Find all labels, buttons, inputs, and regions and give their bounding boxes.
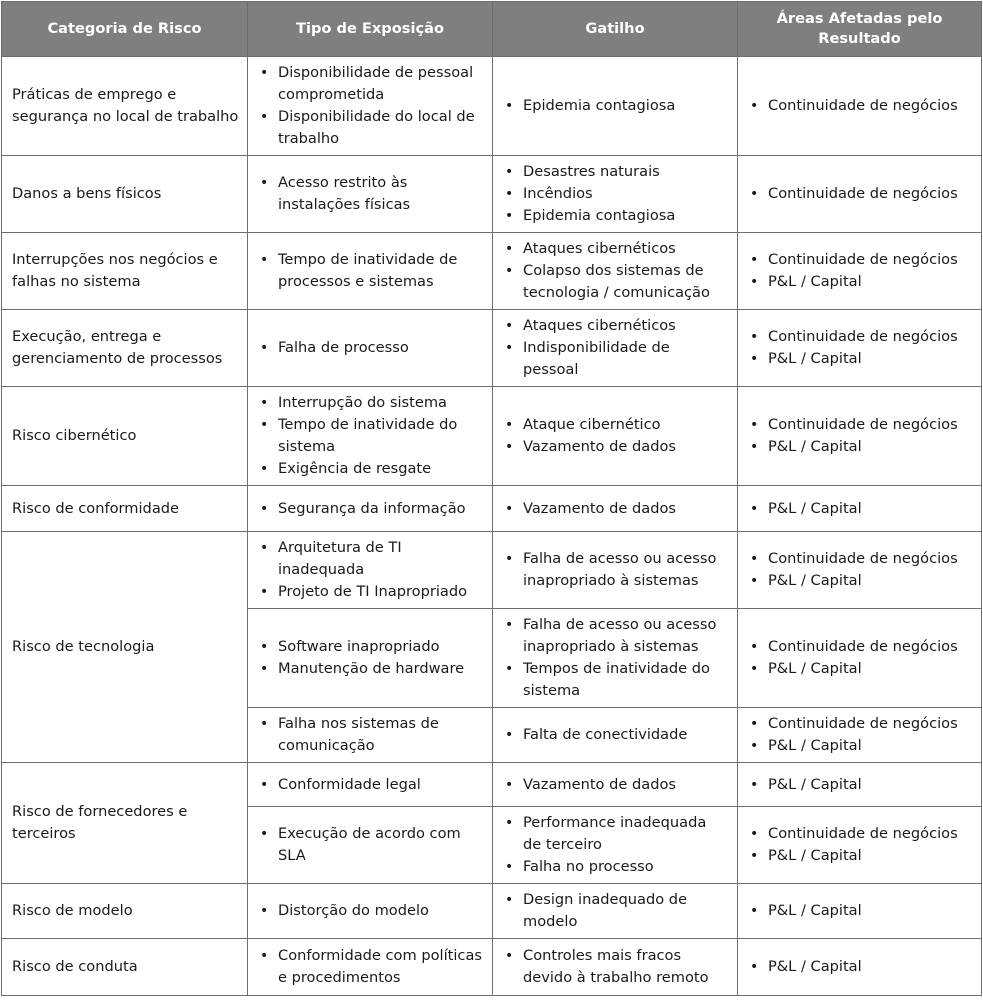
- exposure-item: • Tempo de inatividade de processos e sistemas: [258, 249, 484, 293]
- area-item: • P&L / Capital: [748, 271, 973, 293]
- table-row: [2, 532, 982, 609]
- trigger-cell: [493, 310, 738, 387]
- exposure-cell: [248, 486, 493, 532]
- areas-cell: [738, 763, 982, 807]
- trigger-cell: [493, 807, 738, 884]
- trigger-item: • Falha no processo: [503, 856, 729, 878]
- exposure-cell: [248, 156, 493, 233]
- area-item: • P&L / Capital: [748, 845, 973, 867]
- category-cell: Risco de conduta: [2, 939, 248, 996]
- exposure-cell: [248, 708, 493, 763]
- trigger-cell: [493, 233, 738, 310]
- area-item: • Continuidade de negócios: [748, 636, 973, 658]
- exposure-item: • Tempo de inatividade do sistema: [258, 414, 484, 458]
- table-row: [2, 763, 982, 807]
- area-item: • P&L / Capital: [748, 658, 973, 680]
- area-item: • P&L / Capital: [748, 900, 973, 922]
- area-item: • Continuidade de negócios: [748, 548, 973, 570]
- table-row: [2, 939, 982, 996]
- category-cell: Danos a bens físicos: [2, 156, 248, 233]
- trigger-cell: [493, 609, 738, 708]
- category-cell: Execução, entrega e gerenciamento de processos: [2, 310, 248, 387]
- trigger-item: • Design inadequado de modelo: [503, 889, 729, 933]
- exposure-item: • Software inapropriado: [258, 636, 484, 658]
- trigger-item: • Falha de acesso ou acesso inapropriado à sistemas: [503, 614, 729, 658]
- areas-cell: [738, 57, 982, 156]
- areas-cell: [738, 609, 982, 708]
- areas-cell: [738, 486, 982, 532]
- trigger-cell: [493, 708, 738, 763]
- area-item: • P&L / Capital: [748, 774, 973, 796]
- area-item: • Continuidade de negócios: [748, 414, 973, 436]
- exposure-cell: [248, 763, 493, 807]
- table-row: [2, 486, 982, 532]
- exposure-item: • Acesso restrito às instalações físicas: [258, 172, 484, 216]
- exposure-item: • Exigência de resgate: [258, 458, 484, 480]
- area-item: • Continuidade de negócios: [748, 183, 973, 205]
- exposure-cell: [248, 609, 493, 708]
- area-item: • P&L / Capital: [748, 436, 973, 458]
- exposure-item: • Conformidade legal: [258, 774, 484, 796]
- category-cell: Risco de tecnologia: [2, 532, 248, 763]
- header-areas: Áreas Afetadas pelo Resultado: [738, 2, 982, 57]
- areas-cell: [738, 532, 982, 609]
- exposure-item: • Disponibilidade do local de trabalho: [258, 106, 484, 150]
- areas-cell: [738, 708, 982, 763]
- trigger-item: • Ataques cibernéticos: [503, 238, 729, 260]
- trigger-item: • Controles mais fracos devido à trabalho remoto: [503, 945, 729, 989]
- table-row: [2, 233, 982, 310]
- area-item: • P&L / Capital: [748, 735, 973, 757]
- area-item: • P&L / Capital: [748, 348, 973, 370]
- areas-cell: [738, 233, 982, 310]
- area-item: • Continuidade de negócios: [748, 326, 973, 348]
- exposure-item: • Manutenção de hardware: [258, 658, 484, 680]
- trigger-item: • Vazamento de dados: [503, 498, 729, 520]
- area-item: • P&L / Capital: [748, 498, 973, 520]
- trigger-item: • Tempos de inatividade do sistema: [503, 658, 729, 702]
- exposure-item: • Arquitetura de TI inadequada: [258, 537, 484, 581]
- exposure-cell: [248, 807, 493, 884]
- header-trigger: Gatilho: [493, 2, 738, 57]
- exposure-item: • Disponibilidade de pessoal comprometida: [258, 62, 484, 106]
- area-item: • P&L / Capital: [748, 956, 973, 978]
- exposure-cell: [248, 939, 493, 996]
- trigger-item: • Incêndios: [503, 183, 729, 205]
- table-row: [2, 884, 982, 939]
- trigger-cell: [493, 57, 738, 156]
- areas-cell: [738, 156, 982, 233]
- risk-table: [1, 1, 982, 996]
- trigger-cell: [493, 884, 738, 939]
- exposure-item: • Conformidade com políticas e procedimentos: [258, 945, 484, 989]
- trigger-cell: [493, 387, 738, 486]
- exposure-cell: [248, 310, 493, 387]
- area-item: • Continuidade de negócios: [748, 95, 973, 117]
- trigger-cell: [493, 532, 738, 609]
- trigger-cell: [493, 156, 738, 233]
- category-cell: Risco de fornecedores e terceiros: [2, 763, 248, 884]
- category-cell: Risco de modelo: [2, 884, 248, 939]
- category-cell: Interrupções nos negócios e falhas no sistema: [2, 233, 248, 310]
- trigger-item: • Vazamento de dados: [503, 774, 729, 796]
- trigger-item: • Epidemia contagiosa: [503, 95, 729, 117]
- areas-cell: [738, 387, 982, 486]
- category-cell: Risco de conformidade: [2, 486, 248, 532]
- header-category: Categoria de Risco: [2, 2, 248, 57]
- table-row: [2, 387, 982, 486]
- trigger-cell: [493, 486, 738, 532]
- trigger-item: • Ataques cibernéticos: [503, 315, 729, 337]
- header-row: [2, 2, 982, 57]
- exposure-item: • Segurança da informação: [258, 498, 484, 520]
- areas-cell: [738, 807, 982, 884]
- trigger-item: • Desastres naturais: [503, 161, 729, 183]
- category-cell: Práticas de emprego e segurança no local de trabalho: [2, 57, 248, 156]
- exposure-cell: [248, 387, 493, 486]
- exposure-item: • Execução de acordo com SLA: [258, 823, 484, 867]
- exposure-cell: [248, 884, 493, 939]
- area-item: • Continuidade de negócios: [748, 249, 973, 271]
- areas-cell: [738, 884, 982, 939]
- header-exposure: Tipo de Exposição: [248, 2, 493, 57]
- table-row: [2, 310, 982, 387]
- trigger-item: • Indisponibilidade de pessoal: [503, 337, 729, 381]
- exposure-item: • Falha nos sistemas de comunicação: [258, 713, 484, 757]
- table-row: [2, 57, 982, 156]
- area-item: • P&L / Capital: [748, 570, 973, 592]
- trigger-item: • Ataque cibernético: [503, 414, 729, 436]
- trigger-item: • Falta de conectividade: [503, 724, 729, 746]
- exposure-cell: [248, 532, 493, 609]
- trigger-item: • Vazamento de dados: [503, 436, 729, 458]
- exposure-item: • Interrupção do sistema: [258, 392, 484, 414]
- areas-cell: [738, 310, 982, 387]
- category-cell: Risco cibernético: [2, 387, 248, 486]
- trigger-item: • Colapso dos sistemas de tecnologia / comunicação: [503, 260, 729, 304]
- exposure-item: • Distorção do modelo: [258, 900, 484, 922]
- exposure-item: • Projeto de TI Inapropriado: [258, 581, 484, 603]
- exposure-item: • Falha de processo: [258, 337, 484, 359]
- exposure-cell: [248, 57, 493, 156]
- area-item: • Continuidade de negócios: [748, 713, 973, 735]
- trigger-item: • Performance inadequada de terceiro: [503, 812, 729, 856]
- area-item: • Continuidade de negócios: [748, 823, 973, 845]
- trigger-item: • Epidemia contagiosa: [503, 205, 729, 227]
- exposure-cell: [248, 233, 493, 310]
- trigger-cell: [493, 763, 738, 807]
- areas-cell: [738, 939, 982, 996]
- trigger-item: • Falha de acesso ou acesso inapropriado à sistemas: [503, 548, 729, 592]
- trigger-cell: [493, 939, 738, 996]
- table-row: [2, 156, 982, 233]
